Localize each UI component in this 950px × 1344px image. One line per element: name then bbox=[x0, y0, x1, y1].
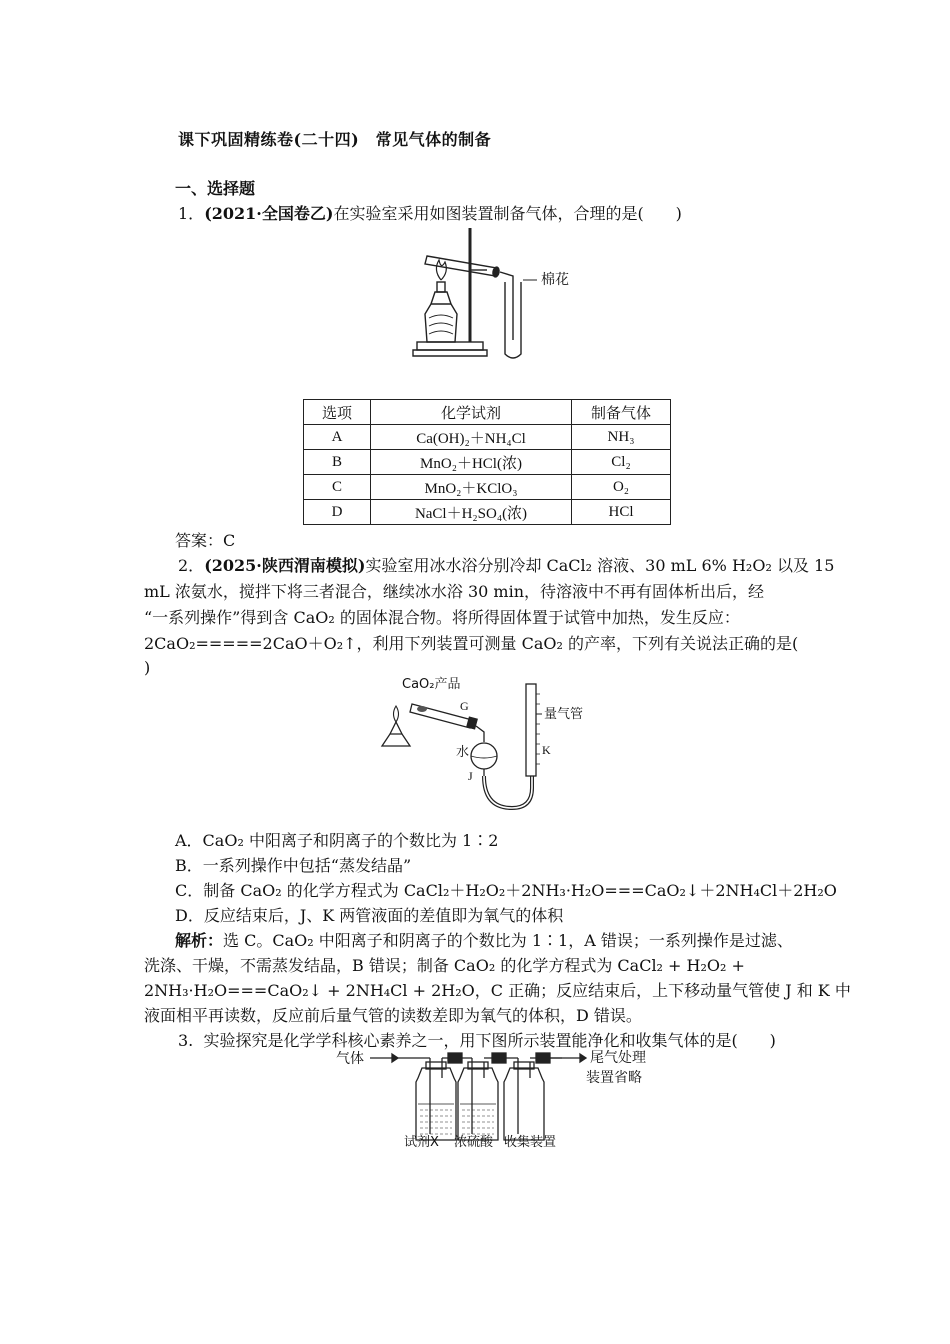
q2-number: 2． bbox=[178, 556, 205, 575]
q3-acid-label: 浓硫酸 bbox=[454, 1135, 494, 1150]
table-cell: D bbox=[304, 500, 371, 525]
q2-analysis-text: 选 C。CaO₂ 中阳离子和阴离子的个数比为 1∶1，A 错误；一系列操作是过滤、 bbox=[223, 931, 793, 950]
table-row bbox=[304, 475, 671, 500]
q3-apparatus-figure bbox=[334, 1048, 684, 1152]
q2-option-b: B．一系列操作中包括“蒸发结晶” bbox=[175, 856, 412, 875]
table-cell: C bbox=[304, 475, 371, 500]
table-cell: MnO₂＋KClO₃ bbox=[371, 475, 572, 500]
table-header-cell: 选项 bbox=[304, 400, 371, 425]
table-cell: O₂ bbox=[572, 475, 671, 500]
q1-options-table bbox=[303, 399, 671, 525]
q2-text: 实验室用冰水浴分别冷却 CaCl₂ 溶液、30 mL 6% H₂O₂ 以及 15 bbox=[365, 556, 835, 575]
table-cell: NH₃ bbox=[572, 425, 671, 450]
q2-stem-line-4: 2CaO₂=====2CaO＋O₂↑，利用下列装置可测量 CaO₂ 的产率，下列有关说法正确的是( bbox=[144, 634, 799, 653]
q2-label-g: G bbox=[460, 699, 469, 713]
q3-number: 3. bbox=[178, 1031, 194, 1050]
table-cell: HCl bbox=[572, 500, 671, 525]
q2-analysis-line-3: 2NH₃·H₂O===CaO₂↓ + 2NH₄Cl + 2H₂O，C 正确；反应结束后，上下移动量气管使 J 和 K 中 bbox=[144, 981, 851, 1000]
q2-label-j: J bbox=[468, 769, 473, 783]
q1-text: 在实验室采用如图装置制备气体，合理的是( ) bbox=[333, 204, 682, 223]
q2-stem-line-1 bbox=[178, 553, 834, 579]
q1-source: (2021·全国卷乙) bbox=[204, 204, 334, 223]
q2-source: (2025·陕西渭南模拟) bbox=[204, 556, 366, 575]
q1-apparatus-figure bbox=[405, 222, 585, 364]
q3-reagent-x-label: 试剂X bbox=[404, 1135, 439, 1150]
table-cell: Cl₂ bbox=[572, 450, 671, 475]
q2-water-label: 水 bbox=[456, 745, 470, 760]
table-row bbox=[304, 450, 671, 475]
table-cell: B bbox=[304, 450, 371, 475]
q2-analysis-line-4: 液面相平再读数，反应前后量气管的读数差即为氧气的体积，D 错误。 bbox=[144, 1006, 642, 1025]
q3-gas-label: 气体 bbox=[336, 1051, 364, 1067]
q2-burette-label: 量气管 bbox=[544, 707, 584, 722]
q2-analysis-label: 解析： bbox=[175, 931, 224, 950]
table-row bbox=[304, 500, 671, 525]
table-header-cell: 化学试剂 bbox=[371, 400, 572, 425]
table-cell: Ca(OH)₂＋NH₄Cl bbox=[371, 425, 572, 450]
q2-stem-line-2: mL 浓氨水，搅拌下将三者混合，继续冰水浴 30 min，待溶液中不再有固体析出后，经 bbox=[144, 582, 765, 601]
table-row bbox=[304, 425, 671, 450]
q3-text: 实验探究是化学学科核心素养之一，用下图所示装置能净化和收集气体的是( ) bbox=[203, 1031, 776, 1050]
q2-option-c: C．制备 CaO₂ 的化学方程式为 CaCl₂＋H₂O₂＋2NH₃·H₂O===CaO₂↓＋2NH₄Cl＋2H₂O bbox=[175, 881, 837, 900]
page-title: 课下巩固精练卷(二十四) 常见气体的制备 bbox=[178, 130, 492, 149]
section-heading: 一、选择题 bbox=[175, 179, 256, 198]
table-header-row bbox=[304, 400, 671, 425]
q1-answer: 答案：C bbox=[175, 531, 236, 550]
q2-product-label: CaO₂产品 bbox=[402, 677, 461, 692]
q2-stem-line-5: ) bbox=[144, 658, 151, 677]
table-header-cell: 制备气体 bbox=[572, 400, 671, 425]
q1-number: 1． bbox=[178, 204, 205, 223]
table-cell: NaCl＋H₂SO₄(浓) bbox=[371, 500, 572, 525]
q2-option-a: A．CaO₂ 中阳离子和阴离子的个数比为 1∶2 bbox=[175, 831, 499, 850]
q3-exhaust-label-2: 装置省略 bbox=[586, 1070, 642, 1086]
q2-analysis-line-2: 洗涤、干燥，不需蒸发结晶，B 错误；制备 CaO₂ 的化学方程式为 CaCl₂ + H₂O₂ + bbox=[144, 956, 745, 975]
table-cell: MnO₂＋HCl(浓) bbox=[371, 450, 572, 475]
q2-stem-line-3: “一系列操作”得到含 CaO₂ 的固体混合物。将所得固体置于试管中加热，发生反应： bbox=[144, 608, 740, 627]
q1-cotton-label: 棉花 bbox=[541, 272, 569, 288]
table-cell: A bbox=[304, 425, 371, 450]
q2-option-d: D．反应结束后，J、K 两管液面的差值即为氧气的体积 bbox=[175, 906, 564, 925]
q2-apparatus-figure bbox=[372, 676, 622, 816]
q2-label-k: K bbox=[542, 743, 551, 757]
q3-collect-label: 收集装置 bbox=[504, 1135, 557, 1150]
q3-exhaust-label-1: 尾气处理 bbox=[590, 1050, 646, 1066]
q2-analysis-line-1 bbox=[175, 928, 793, 954]
